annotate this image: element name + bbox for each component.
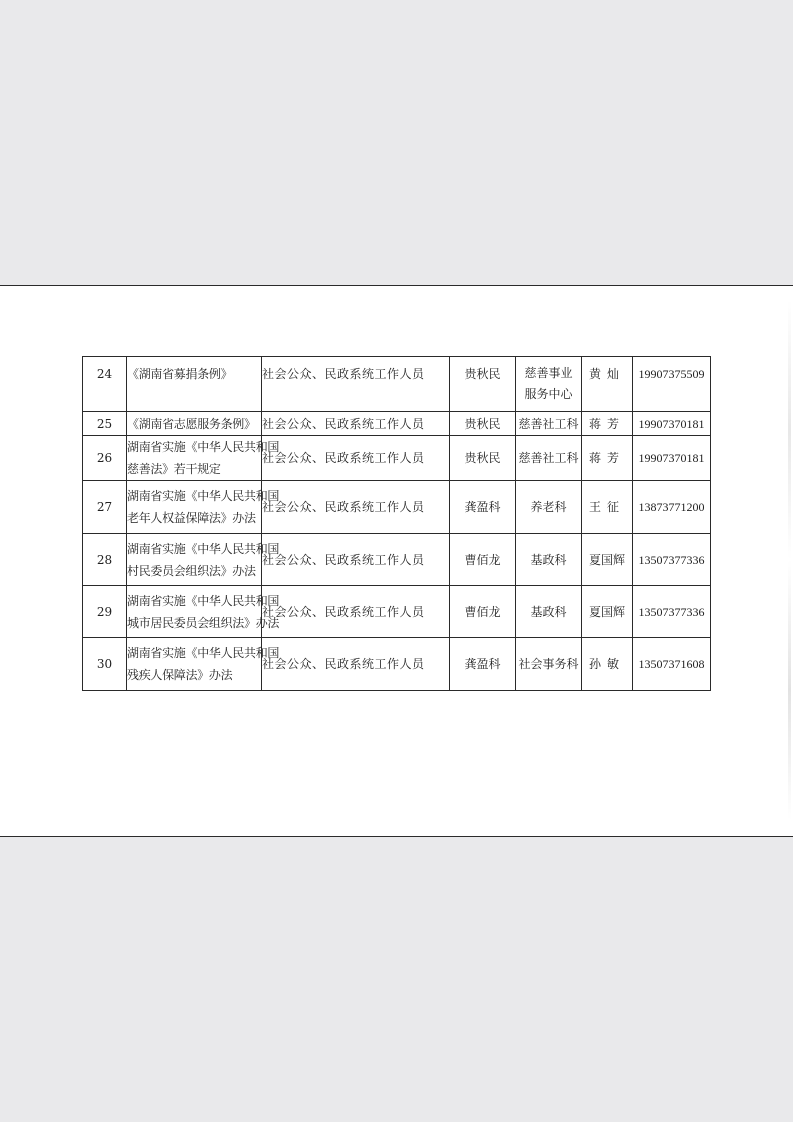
table-row: [83, 586, 711, 638]
table-row: [83, 638, 711, 691]
contact-person: 夏国辉: [582, 586, 633, 638]
table-row: [83, 481, 711, 534]
row-number: 25: [83, 412, 127, 436]
target-audience: 社会公众、民政系统工作人员: [262, 481, 450, 534]
law-title-line: 《湖南省募捐条例》: [127, 367, 233, 381]
row-number: 24: [83, 357, 127, 412]
contact-phone: 13507377336: [633, 534, 711, 586]
target-audience: 社会公众、民政系统工作人员: [262, 638, 450, 691]
target-audience: 社会公众、民政系统工作人员: [262, 586, 450, 638]
responsible-department: 养老科: [516, 481, 582, 534]
law-title-line: 湖南省实施《中华人民共和国: [127, 646, 280, 660]
contact-person: 王征: [582, 481, 633, 534]
responsible-leader: 曹佰龙: [450, 534, 516, 586]
law-title-line: 湖南省实施《中华人民共和国: [127, 541, 280, 556]
law-title-line: 湖南省实施《中华人民共和国: [127, 593, 280, 608]
law-title-line: 残疾人保障法》办法: [127, 668, 233, 682]
responsible-leader: 龚盈科: [450, 481, 516, 534]
target-audience: 社会公众、民政系统工作人员: [262, 412, 450, 436]
contact-phone: 13507377336: [633, 586, 711, 638]
responsible-leader: 贵秋民: [450, 412, 516, 436]
scan-edge-shadow: [788, 300, 791, 820]
contact-phone: 19907370181: [633, 436, 711, 481]
table-row: [83, 412, 711, 436]
contact-person: 蒋芳: [582, 412, 633, 436]
target-audience: 社会公众、民政系统工作人员: [262, 357, 450, 412]
law-title: [127, 638, 280, 691]
contact-phone: 13873771200: [633, 481, 711, 534]
responsible-leader: 曹佰龙: [450, 586, 516, 638]
row-number: 30: [83, 638, 127, 691]
law-title: [127, 481, 280, 534]
department-line: 慈善事业: [524, 366, 573, 380]
law-title-line: 《湖南省志愿服务条例》: [127, 416, 256, 431]
table-row: [83, 534, 711, 586]
responsible-department: 基政科: [516, 586, 582, 638]
contact-phone: 13507371608: [633, 638, 711, 691]
law-title: [127, 436, 280, 481]
table-row: [83, 436, 711, 481]
row-number: 29: [83, 586, 127, 638]
responsible-department: [516, 357, 582, 412]
law-title-line: 城市居民委员会组织法》办法: [127, 615, 280, 630]
contact-person: 蒋芳: [582, 436, 633, 481]
responsible-leader: 贵秋民: [450, 357, 516, 412]
row-number: 28: [83, 534, 127, 586]
law-title-line: 慈善法》若干规定: [127, 462, 221, 476]
law-title-line: 湖南省实施《中华人民共和国: [127, 489, 280, 503]
law-title: [127, 534, 280, 586]
target-audience: 社会公众、民政系统工作人员: [262, 534, 450, 586]
law-title: [127, 586, 280, 638]
law-title-line: 村民委员会组织法》办法: [127, 563, 256, 578]
law-popularization-table: [82, 356, 711, 691]
target-audience: 社会公众、民政系统工作人员: [262, 436, 450, 481]
responsible-department: 基政科: [516, 534, 582, 586]
contact-person: 黄灿: [582, 357, 633, 412]
responsible-department: 慈善社工科: [516, 436, 582, 481]
contact-phone: 19907375509: [633, 357, 711, 412]
responsible-leader: 贵秋民: [450, 436, 516, 481]
law-title: [127, 357, 262, 412]
responsible-department: 社会事务科: [516, 638, 582, 691]
row-number: 26: [83, 436, 127, 481]
law-title-line: 湖南省实施《中华人民共和国: [127, 440, 280, 454]
table-row: [83, 357, 711, 412]
law-title: [127, 412, 262, 436]
contact-person: 孙敏: [582, 638, 633, 691]
row-number: 27: [83, 481, 127, 534]
responsible-department: 慈善社工科: [516, 412, 582, 436]
department-line: 服务中心: [524, 387, 573, 401]
contact-person: 夏国辉: [582, 534, 633, 586]
contact-phone: 19907370181: [633, 412, 711, 436]
law-title-line: 老年人权益保障法》办法: [127, 511, 256, 525]
responsible-leader: 龚盈科: [450, 638, 516, 691]
